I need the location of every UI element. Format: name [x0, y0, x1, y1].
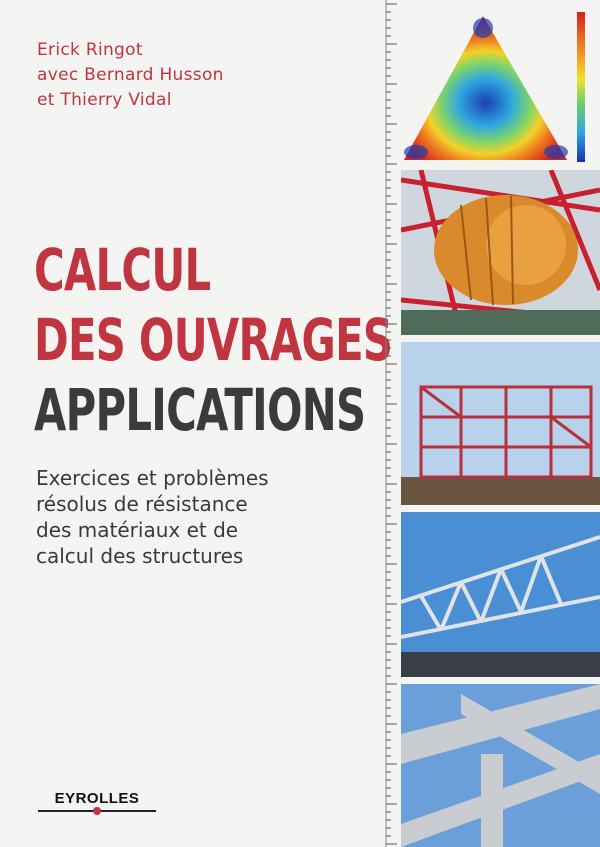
title-line: DES OUVRAGES	[34, 306, 393, 374]
subtitle-line: résolus de résistance	[36, 492, 248, 516]
publisher-logo	[38, 790, 156, 812]
book-subtitle	[36, 465, 269, 569]
title-line: CALCUL	[34, 236, 211, 304]
author-line: avec Bernard Husson	[37, 65, 224, 85]
publisher-underline	[38, 810, 156, 812]
publisher-dot	[93, 807, 101, 815]
stress-contour-image	[401, 0, 600, 167]
subtitle-line: calcul des structures	[36, 544, 244, 568]
subtitle-line: des matériaux et de	[36, 518, 239, 542]
steel-truss-roof-photo	[401, 512, 600, 677]
ruler-scale	[383, 0, 401, 847]
authors-block	[37, 38, 224, 113]
publisher-name: EYROLLES	[54, 790, 140, 807]
red-frame-building-photo	[401, 342, 600, 505]
author-line: et Thierry Vidal	[37, 90, 172, 110]
subtitle-line: Exercices et problèmes	[36, 466, 269, 490]
title-line: APPLICATIONS	[34, 376, 366, 444]
sphere-truss-photo	[401, 170, 600, 335]
steel-beam-connection-photo	[401, 684, 600, 847]
author-line: Erick Ringot	[37, 40, 143, 60]
